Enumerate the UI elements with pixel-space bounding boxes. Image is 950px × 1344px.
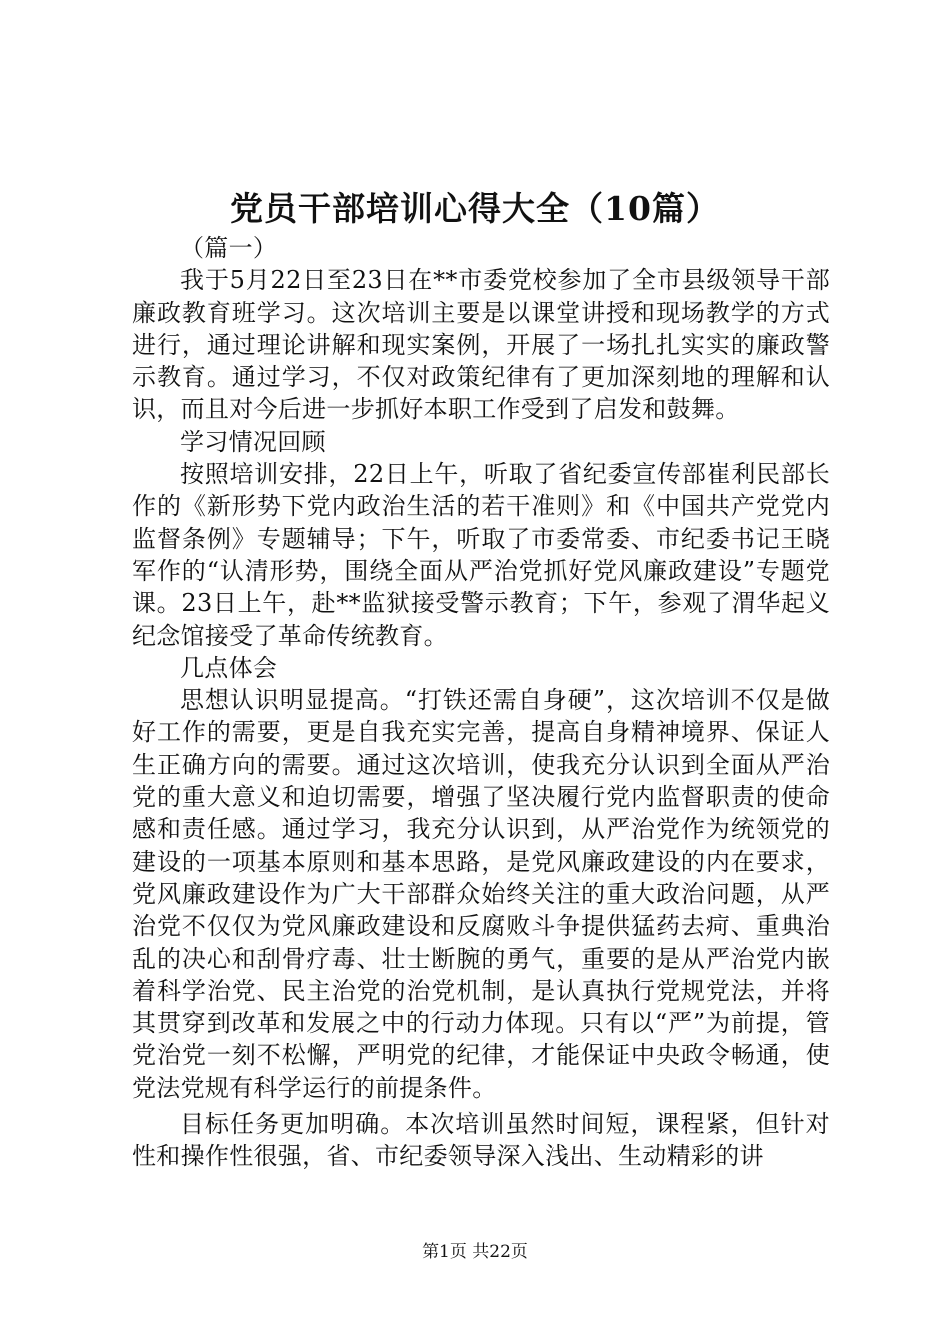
paragraph: 思想认识明显提高。“打铁还需自身硬”，这次培训不仅是做好工作的需要，更是自我充实完善，提高自身精神境界、保证人生正确方向的需要。通过这次培训，使我充分认识到全面从严治党的重大意义和迫切需要，增强了坚决履行党内监督职责的使命感和责任感。通过学习，我充分认识到，从严治党作为统领党的建设的一项基本原则和基本思路，是党风廉政建设的内在要求，党风廉政建设作为广大干部群众始终关注的重大政治问题，从严治党不仅仅为党风廉政建设和反腐败斗争提供猛药去疴、重典治乱的决心和刮骨疗毒、壮士断腕的勇气，重要的是从严治党内嵌着科学治党、民主治党的治党机制，是认真执行党规党法，并将其贯穿到改革和发展之中的行动力体现。只有以“严”为前提，管党治党一刻不松懈，严明党的纪律，才能保证中央政令畅通，使党法党规有科学运行的前提条件。 bbox=[132, 686, 830, 1102]
paragraph: 目标任务更加明确。本次培训虽然时间短，课程紧，但针对性和操作性很强，省、市纪委领导深入浅出、生动精彩的讲 bbox=[132, 1110, 830, 1171]
section-label: （篇一） bbox=[180, 234, 278, 262]
section-heading: 几点体会 bbox=[180, 653, 278, 682]
paragraph: 按照培训安排，22日上午，听取了省纪委宣传部崔利民部长作的《新形势下党内政治生活的若干准则》和《中国共产党党内监督条例》专题辅导；下午，听取了市委常委、市纪委书记王晓军作的“认清形势，围绕全面从严治党抓好党风廉政建设”专题党课。23日上午，赴**监狱接受警示教育；下午，参观了渭华起义纪念馆接受了革命传统教育。 bbox=[132, 460, 830, 650]
paragraph: 我于5月22日至23日在**市委党校参加了全市县级领导干部廉政教育班学习。这次培训主要是以课堂讲授和现场教学的方式进行，通过理论讲解和现实案例，开展了一场扎扎实实的廉政警示教育。通过学习，不仅对政策纪律有了更加深刻地的理解和认识，而且对今后进一步抓好本职工作受到了启发和鼓舞。 bbox=[132, 266, 830, 424]
page-number: 第1页 共22页 bbox=[422, 1242, 528, 1262]
document-title: 党员干部培训心得大全（10篇） bbox=[230, 189, 720, 228]
section-heading: 学习情况回顾 bbox=[180, 427, 326, 456]
document-body bbox=[132, 232, 830, 1173]
